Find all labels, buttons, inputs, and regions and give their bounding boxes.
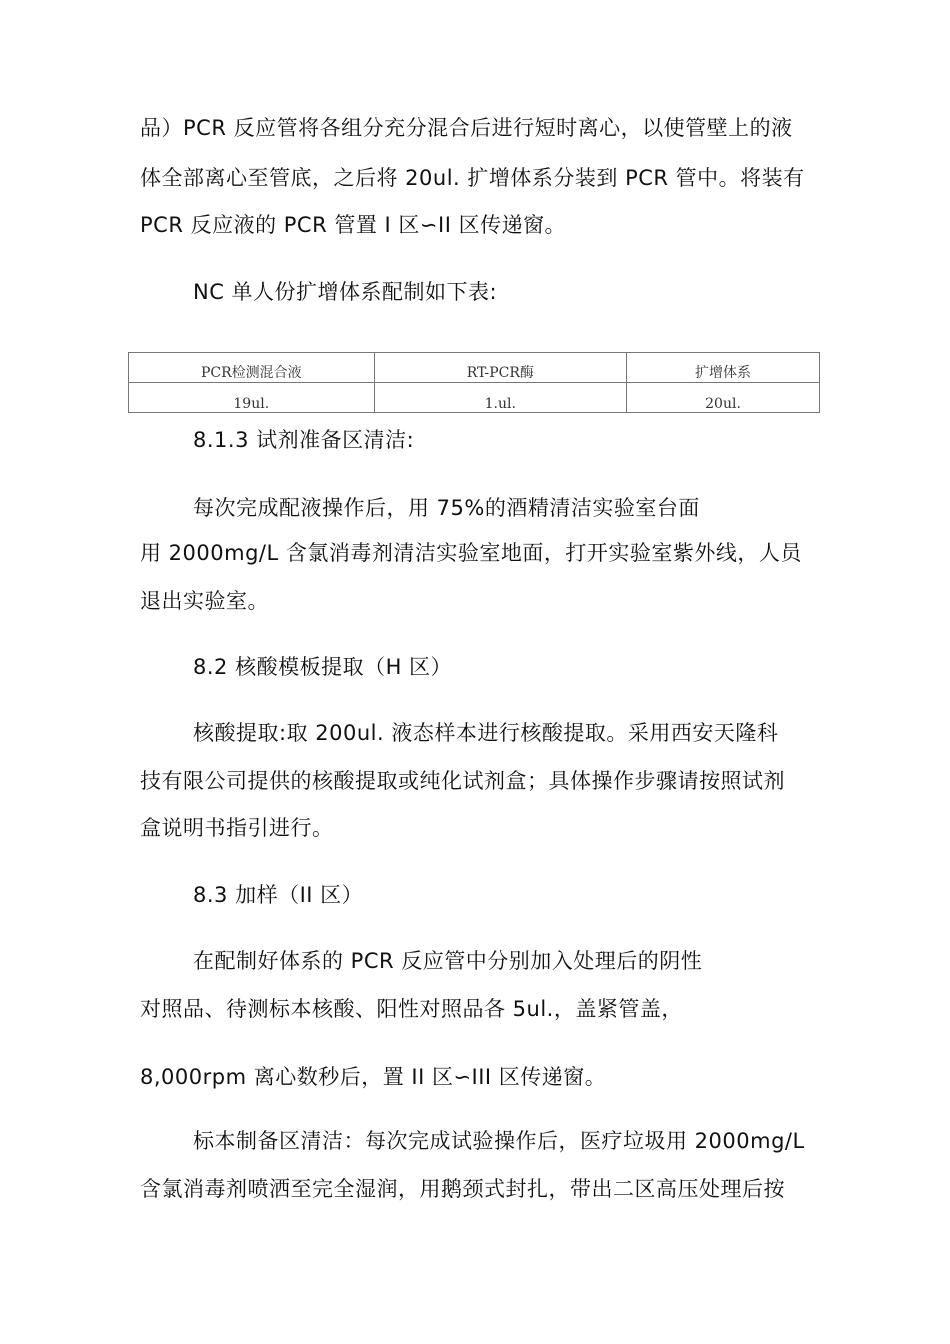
- table-intro: NC 单人份扩增体系配制如下表:: [193, 280, 498, 304]
- paragraph-line: 含氯消毒剂喷洒至完全湿润，用鹅颈式封扎，带出二区高压处理后按: [140, 1177, 785, 1201]
- amplification-table: [128, 352, 820, 413]
- paragraph-line: 技有限公司提供的核酸提取或纯化试剂盒；具体操作步骤请按照试剂: [140, 769, 785, 793]
- table-header-cell: RT-PCR酶: [374, 353, 626, 383]
- table-cell: 19ul.: [129, 383, 375, 413]
- paragraph-line: 对照品、待测标本核酸、阳性对照品各 5ul.，盖紧管盖，: [140, 997, 683, 1021]
- paragraph-line: 8,000rpm 离心数秒后，置 II 区∽III 区传递窗。: [140, 1065, 607, 1089]
- table-header-cell: 扩增体系: [627, 353, 820, 383]
- table-header-cell: PCR检测混合液: [129, 353, 375, 383]
- paragraph-line: 每次完成配液操作后，用 75%的酒精清洁实验室台面: [193, 496, 700, 520]
- paragraph-line: 盒说明书指引进行。: [140, 816, 334, 840]
- section-heading: 8.3 加样（II 区）: [193, 883, 364, 907]
- section-heading: 8.1.3 试剂准备区清洁:: [193, 428, 415, 452]
- table-cell: 20ul.: [627, 383, 820, 413]
- paragraph-line: 退出实验室。: [140, 589, 269, 613]
- paragraph-line: 用 2000mg/L 含氯消毒剂清洁实验室地面，打开实验室紫外线，人员: [140, 541, 802, 565]
- paragraph-line: 品）PCR 反应管将各组分充分混合后进行短时离心，以使管壁上的液: [140, 116, 793, 140]
- table-cell: 1.ul.: [374, 383, 626, 413]
- table-header-row: [129, 353, 820, 383]
- paragraph-line: PCR 反应液的 PCR 管置 I 区∽II 区传递窗。: [140, 213, 567, 237]
- paragraph-line: 体全部离心至管底，之后将 20ul. 扩增体系分装到 PCR 管中。将装有: [140, 166, 805, 190]
- paragraph-line: 标本制备区清洁：每次完成试验操作后，医疗垃圾用 2000mg/L: [193, 1129, 805, 1153]
- table-row: [129, 383, 820, 413]
- section-heading: 8.2 核酸模板提取（H 区）: [193, 655, 453, 679]
- paragraph-line: 在配制好体系的 PCR 反应管中分别加入处理后的阴性: [193, 949, 703, 973]
- paragraph-line: 核酸提取:取 200ul. 液态样本进行核酸提取。采用西安天隆科: [193, 721, 779, 745]
